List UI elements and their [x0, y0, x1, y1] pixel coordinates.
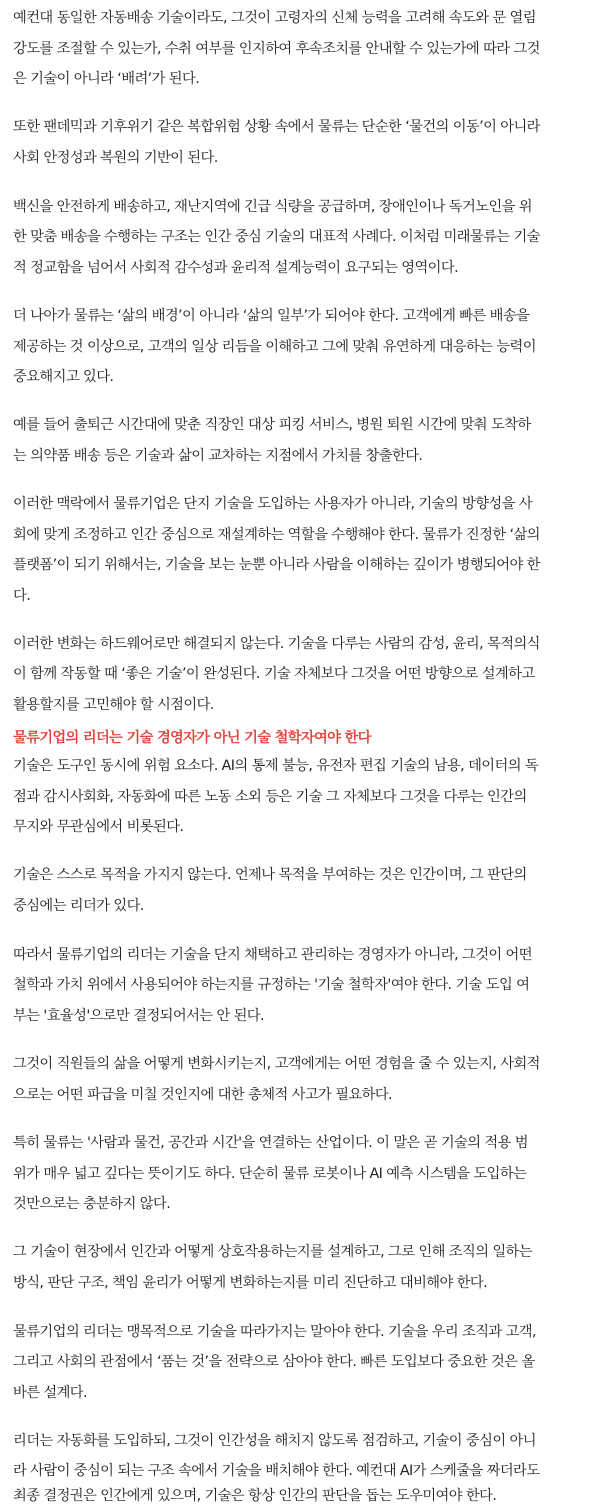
paragraph-6-line-1: 이러한 맥락에서 물류기업은 단지 기술을 도입하는 사용자가 아니라, 기술의 방향성을 사	[13, 496, 532, 512]
paragraph-7-line-3: 활용할지를 고민해야 할 시점이다.	[13, 697, 214, 713]
paragraph-3-line-3: 적 정교함을 넘어서 사회적 감수성과 윤리적 설계능력이 요구되는 영역이다.	[13, 260, 459, 276]
paragraph-14-line-3: 바른 설계다.	[13, 1385, 87, 1401]
paragraph-1-line-3: 은 기술이 아니라 ‘배려’가 된다.	[13, 71, 200, 87]
paragraph-6-line-2: 회에 맞게 조정하고 인간 중심으로 재설계하는 역할을 수행해야 한다. 물류가 진정한 ‘삶의	[13, 527, 540, 543]
paragraph-12-line-1: 특히 물류는 '사람과 물건, 공간과 시간'을 연결하는 산업이다. 이 말은 곧 기술의 적용 범	[13, 1135, 528, 1151]
paragraph-8-line-2: 점과 감시사회화, 자동화에 따른 노동 소외 등은 기술 그 자체보다 그것을 다루는 인간의	[13, 789, 527, 805]
paragraph-13-line-2: 방식, 판단 구조, 책임 윤리가 어떻게 변화하는지를 미리 진단하고 대비해야 한다.	[13, 1275, 488, 1291]
paragraph-7-line-1: 이러한 변화는 하드웨어로만 해결되지 않는다. 기술을 다루는 사람의 감성, 윤리, 목적의식	[13, 636, 540, 652]
paragraph-2-line-1: 또한 팬데믹과 기후위기 같은 복합위험 상황 속에서 물류는 단순한 ‘물건의 이동’이 아니라	[13, 119, 540, 135]
paragraph-5-line-2: 는 의약품 배송 등은 기술과 삶이 교차하는 지점에서 가치를 창출한다.	[13, 448, 423, 464]
paragraph-3-line-1: 백신을 안전하게 배송하고, 재난지역에 긴급 식량을 공급하며, 장애인이나 독거노인을 위	[13, 199, 532, 215]
paragraph-15-line-2: 라 사람이 중심이 되는 구조 속에서 기술을 배치해야 한다. 예컨대 AI가 스케줄을 짜더라도	[13, 1463, 540, 1479]
paragraph-10-line-1: 따라서 물류기업의 리더는 기술을 단지 채택하고 관리하는 경영자가 아니라, 그것이 어떤	[13, 947, 532, 963]
paragraph-14-line-2: 그리고 사회의 관점에서 ‘품는 것’을 전략으로 삼아야 한다. 빠른 도입보다 중요한 것은 올	[13, 1354, 535, 1370]
paragraph-1-line-1: 예컨대 동일한 자동배송 기술이라도, 그것이 고령자의 신체 능력을 고려해 속도와 문 열림	[13, 10, 536, 26]
paragraph-15-line-1: 리더는 자동화를 도입하되, 그것이 인간성을 해치지 않도록 점검하고, 기술이 중심이 아니	[13, 1433, 536, 1449]
paragraph-15-line-3: 최종 결정권은 인간에게 있으며, 기술은 항상 인간의 판단을 돕는 도우미여야 한다.	[13, 1488, 497, 1504]
paragraph-2-line-2: 사회 안정성과 복원의 기반이 된다.	[13, 150, 218, 166]
paragraph-3-line-2: 한 맞춤 배송을 수행하는 구조는 인간 중심 기술의 대표적 사례다. 이처럼 미래물류는 기술	[13, 229, 540, 245]
paragraph-9-line-1: 기술은 스스로 목적을 가지지 않는다. 언제나 목적을 부여하는 것은 인간이며, 그 판단의	[13, 867, 527, 883]
paragraph-7-line-2: 이 함께 작동할 때 ‘좋은 기술’이 완성된다. 기술 자체보다 그것을 어떤 방향으로 설계하고	[13, 666, 535, 682]
paragraph-4-line-1: 더 나아가 물류는 ‘삶의 배경’이 아니라 ‘삶의 일부’가 되어야 한다. 고객에게 빠른 배송을	[13, 308, 530, 324]
paragraph-5-line-1: 예를 들어 출퇴근 시간대에 맞춘 직장인 대상 피킹 서비스, 병원 퇴원 시간에 맞춰 도착하	[13, 417, 531, 433]
paragraph-8-line-1: 기술은 도구인 동시에 위험 요소다. AI의 통제 불능, 유전자 편집 기술의 남용, 데이터의 독	[13, 758, 539, 774]
paragraph-4-line-3: 중요해지고 있다.	[13, 369, 114, 385]
paragraph-6-line-3: 플랫폼’이 되기 위해서는, 기술을 보는 눈뿐 아니라 사람을 이해하는 깊이가 병행되어야 한	[13, 557, 540, 573]
paragraph-12-line-2: 위가 매우 넓고 깊다는 뜻이기도 하다. 단순히 물류 로봇이나 AI 예측 시스템을 도입하는	[13, 1166, 527, 1182]
paragraph-13-line-1: 그 기술이 현장에서 인간과 어떻게 상호작용하는지를 설계하고, 그로 인해 조직의 일하는	[13, 1244, 532, 1260]
paragraph-9-line-2: 중심에는 리더가 있다.	[13, 898, 144, 914]
paragraph-8-line-3: 무지와 무관심에서 비롯된다.	[13, 819, 184, 835]
paragraph-4-line-2: 제공하는 것 이상으로, 고객의 일상 리듬을 이해하고 그에 맞춰 유연하게 대응하는 능력이	[13, 339, 536, 355]
paragraph-1-line-2: 강도를 조절할 수 있는가, 수취 여부를 인지하여 후속조치를 안내할 수 있는가에 따라 그것	[13, 41, 540, 57]
paragraph-6-line-4: 다.	[13, 588, 31, 604]
paragraph-10-line-3: 부는 '효율성'으로만 결정되어서는 안 된다.	[13, 1008, 264, 1024]
paragraph-10-line-2: 철학과 가치 위에서 사용되어야 하는지를 규정하는 '기술 철학자'여야 한다. 기술 도입 여	[13, 977, 530, 993]
paragraph-12-line-3: 것만으로는 충분하지 않다.	[13, 1196, 171, 1212]
section-heading: 물류기업의 리더는 기술 경영자가 아닌 기술 철학자여야 한다	[13, 730, 371, 746]
paragraph-14-line-1: 물류기업의 리더는 맹목적으로 기술을 따라가지는 말아야 한다. 기술을 우리 조직과 고객,	[13, 1324, 536, 1340]
paragraph-11-line-2: 으로는 어떤 파급을 미칠 것인지에 대한 총체적 사고가 필요하다.	[13, 1087, 392, 1103]
paragraph-11-line-1: 그것이 직원들의 삶을 어떻게 변화시키는지, 고객에게는 어떤 경험을 줄 수 있는지, 사회적	[13, 1056, 540, 1072]
